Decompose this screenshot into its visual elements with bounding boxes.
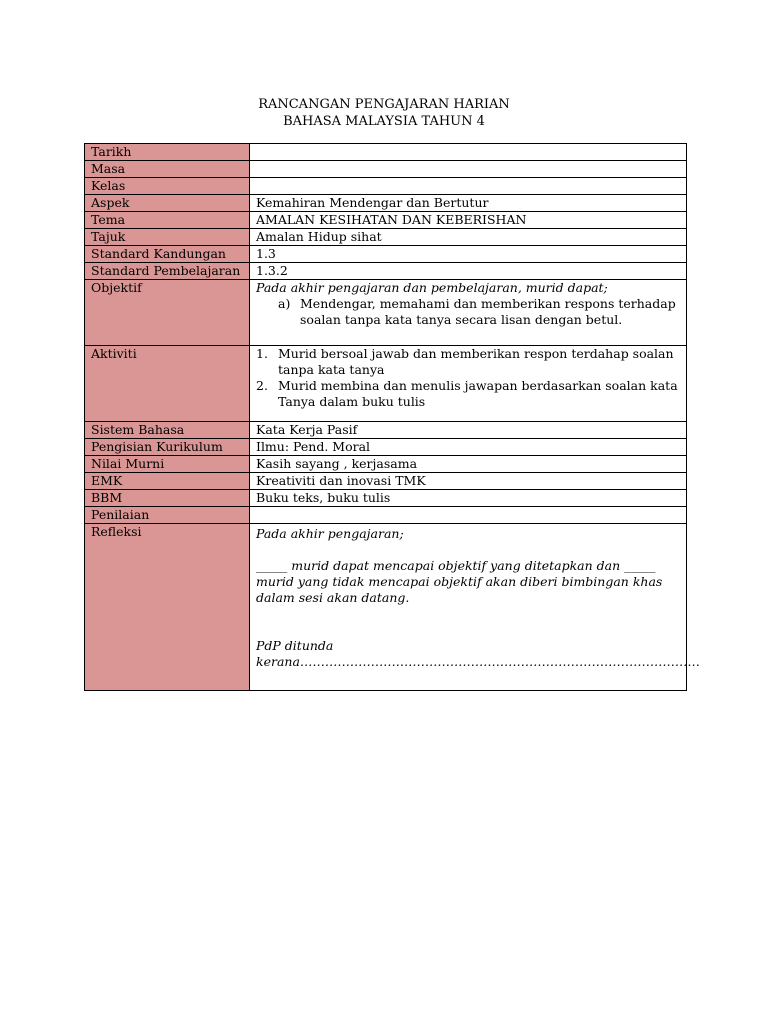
refleksi-line-3: PdP ditunda [256, 638, 334, 653]
value-penilaian [250, 507, 687, 524]
row-objektif [85, 280, 687, 346]
objektif-list [256, 296, 680, 328]
label-pengisian-kurikulum: Pengisian Kurikulum [85, 439, 250, 456]
aktiviti-text: Murid membina dan menulis jawapan berdasarkan soalan kata Tanya dalam buku tulis [278, 378, 678, 409]
value-emk: Kreativiti dan inovasi TMK [250, 473, 687, 490]
list-item [256, 346, 680, 378]
value-tema: AMALAN KESIHATAN DAN KEBERISHAN [250, 212, 687, 229]
objektif-intro: Pada akhir pengajaran dan pembelajaran, murid dapat; [256, 280, 608, 295]
row-tema [85, 212, 687, 229]
spacer [256, 622, 680, 638]
title-line-2: BAHASA MALAYSIA TAHUN 4 [283, 114, 485, 129]
row-refleksi [85, 524, 687, 691]
refleksi-line-1: Pada akhir pengajaran; [256, 526, 404, 541]
list-item [256, 378, 680, 410]
label-tarikh: Tarikh [85, 144, 250, 161]
aktiviti-marker: 1. [256, 346, 268, 361]
label-aktiviti: Aktiviti [85, 346, 250, 422]
value-masa [250, 161, 687, 178]
objektif-marker: a) [278, 296, 291, 311]
row-penilaian [85, 507, 687, 524]
page-title [0, 96, 768, 130]
value-refleksi [250, 524, 700, 691]
label-refleksi: Refleksi [85, 524, 250, 691]
row-bbm [85, 490, 687, 507]
value-aspek: Kemahiran Mendengar dan Bertutur [250, 195, 687, 212]
value-tarikh [250, 144, 687, 161]
label-emk: EMK [85, 473, 250, 490]
value-bbm: Buku teks, buku tulis [250, 490, 687, 507]
lesson-plan-table [84, 143, 700, 691]
spacer [256, 542, 680, 558]
value-standard-kandungan: 1.3 [250, 246, 687, 263]
refleksi-line-4: kerana…………………………………………………………………………………… [256, 654, 700, 669]
list-item [256, 296, 680, 328]
refleksi-line-2: _____ murid dapat mencapai objektif yang ditetapkan dan _____ murid yang tidak mencapai objektif akan diberi bimbingan khas dalam sesi akan datang. [256, 558, 663, 605]
value-standard-pembelajaran: 1.3.2 [250, 263, 687, 280]
label-objektif: Objektif [85, 280, 250, 346]
value-kelas [250, 178, 687, 195]
objektif-text: Mendengar, memahami dan memberikan respons terhadap soalan tanpa kata tanya secara lisan dengan betul. [300, 296, 676, 327]
row-tarikh [85, 144, 687, 161]
label-masa: Masa [85, 161, 250, 178]
row-kelas [85, 178, 687, 195]
title-line-1: RANCANGAN PENGAJARAN HARIAN [258, 97, 510, 112]
aktiviti-list [256, 346, 680, 410]
row-emk [85, 473, 687, 490]
row-masa [85, 161, 687, 178]
value-tajuk: Amalan Hidup sihat [250, 229, 687, 246]
aktiviti-marker: 2. [256, 378, 268, 393]
label-penilaian: Penilaian [85, 507, 250, 524]
row-tajuk [85, 229, 687, 246]
label-tema: Tema [85, 212, 250, 229]
label-kelas: Kelas [85, 178, 250, 195]
row-pengisian-kurikulum [85, 439, 687, 456]
row-aspek [85, 195, 687, 212]
value-pengisian-kurikulum: Ilmu: Pend. Moral [250, 439, 687, 456]
label-bbm: BBM [85, 490, 250, 507]
spacer [256, 606, 680, 622]
value-nilai-murni: Kasih sayang , kerjasama [250, 456, 687, 473]
row-nilai-murni [85, 456, 687, 473]
value-aktiviti [250, 346, 687, 422]
label-sistem-bahasa: Sistem Bahasa [85, 422, 250, 439]
label-standard-kandungan: Standard Kandungan [85, 246, 250, 263]
aktiviti-text: Murid bersoal jawab dan memberikan respon terdahap soalan tanpa kata tanya [278, 346, 674, 377]
row-standard-pembelajaran [85, 263, 687, 280]
value-objektif [250, 280, 687, 346]
label-nilai-murni: Nilai Murni [85, 456, 250, 473]
row-aktiviti [85, 346, 687, 422]
value-sistem-bahasa: Kata Kerja Pasif [250, 422, 687, 439]
label-aspek: Aspek [85, 195, 250, 212]
label-standard-pembelajaran: Standard Pembelajaran [85, 263, 250, 280]
row-standard-kandungan [85, 246, 687, 263]
label-tajuk: Tajuk [85, 229, 250, 246]
row-sistem-bahasa [85, 422, 687, 439]
